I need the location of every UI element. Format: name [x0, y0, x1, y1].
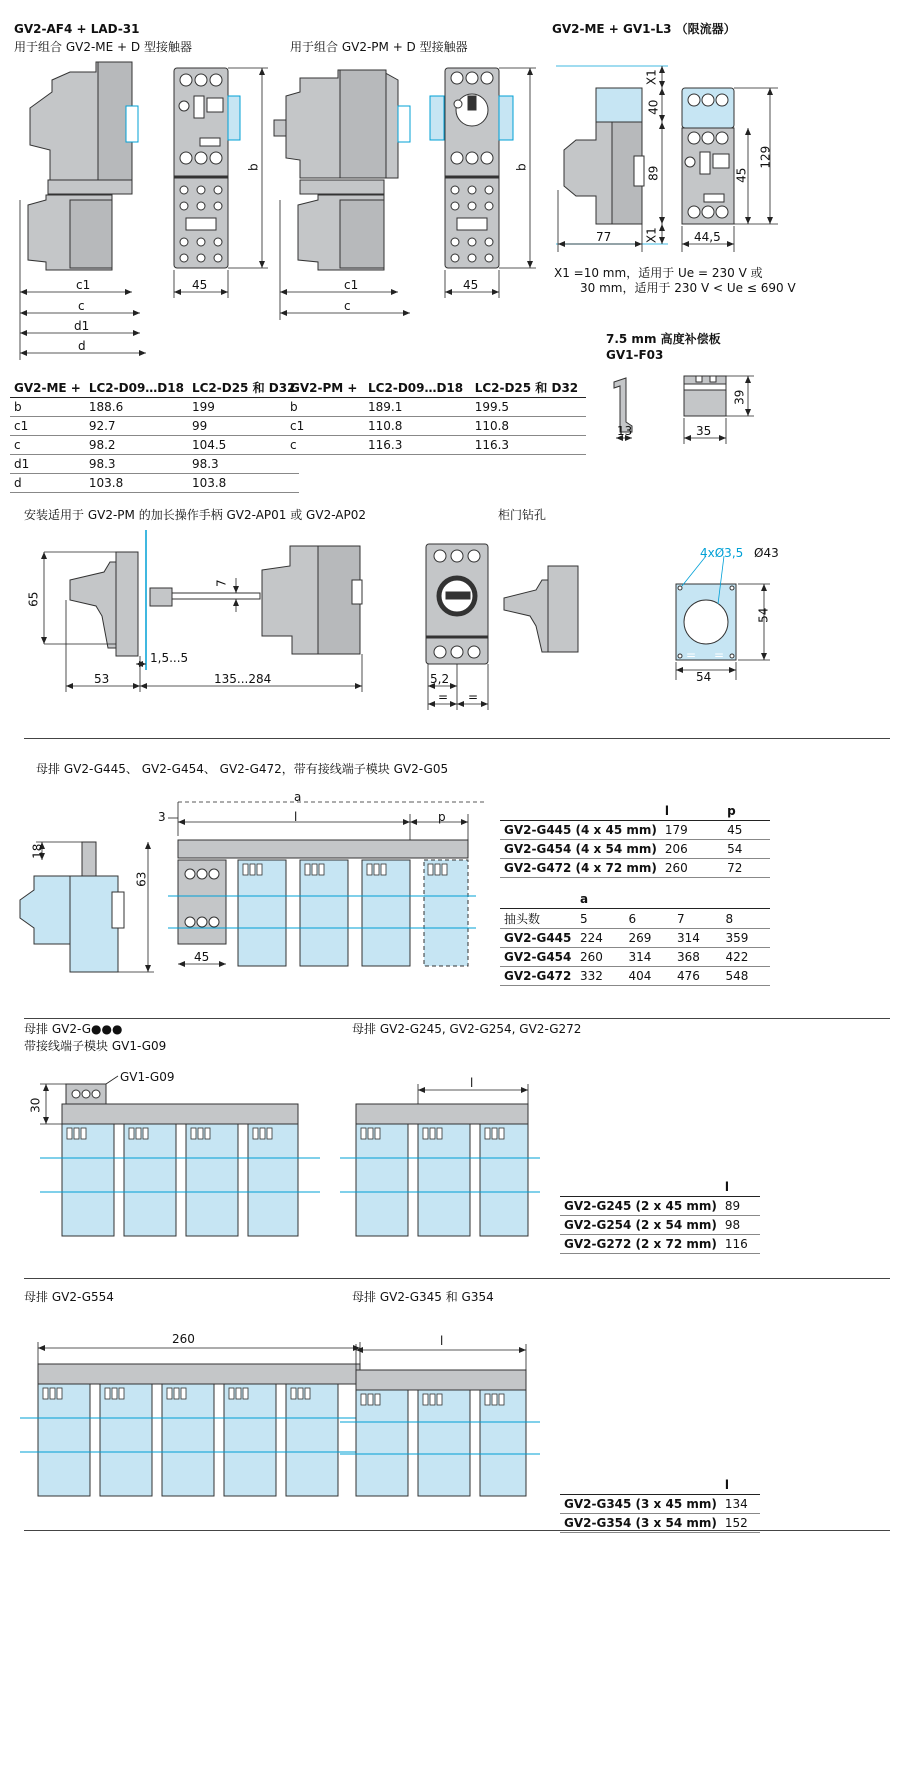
- title-busbar-g445: 母排 GV2-G445、 GV2-G454、 GV2-G472，带有接线端子模块 GV2-G05: [36, 762, 449, 776]
- separator: [24, 1278, 890, 1279]
- dim-3: 3: [158, 810, 166, 824]
- cell: 98.3: [188, 455, 299, 474]
- dim-35: 35: [696, 424, 712, 438]
- dim-b-pm: b: [514, 163, 529, 172]
- cell: 72: [723, 859, 770, 878]
- table-pm: [286, 378, 586, 455]
- label-gv1-g09: GV1-G09: [120, 1070, 175, 1084]
- separator: [24, 738, 890, 739]
- cell: 332: [576, 967, 625, 986]
- limiter-front-view: [682, 88, 734, 224]
- dim-89: 89: [646, 165, 661, 181]
- cell: 260: [576, 948, 625, 967]
- cell: [500, 802, 661, 821]
- cell: 7: [673, 909, 722, 929]
- busbar-side-view: [20, 842, 124, 972]
- dim-63: 63: [134, 871, 149, 887]
- dim-135-284: 135...284: [214, 672, 272, 686]
- cell: 110.8: [471, 417, 586, 436]
- door-drilling: [676, 584, 736, 660]
- title-door-drilling: 柜门钻孔: [498, 508, 547, 522]
- eq-right: =: [468, 690, 479, 704]
- cell: 314: [673, 929, 722, 948]
- cell: GV2-G254 (2 x 54 mm): [560, 1216, 721, 1235]
- cell: GV2-G445 (4 x 45 mm): [500, 821, 661, 840]
- dim-l-g245: l: [470, 1076, 474, 1090]
- cell: GV2-G245 (2 x 45 mm): [560, 1197, 721, 1216]
- cell: 116.3: [471, 436, 586, 455]
- cell: 103.8: [188, 474, 299, 493]
- subtitle-me: 用于组合 GV2-ME + D 型接触器: [14, 40, 192, 54]
- dim-45-busbar: 45: [194, 950, 210, 964]
- eq-door-right: =: [714, 648, 725, 662]
- cell: d: [10, 474, 85, 493]
- separator: [24, 1530, 890, 1531]
- title-extended-handle: 安装适用于 GV2-PM 的加长操作手柄 GV2-AP01 或 GV2-AP02: [24, 508, 366, 522]
- table-me: [10, 378, 299, 493]
- dim-40: 40: [646, 99, 661, 115]
- table-busbar-g2: [560, 1178, 760, 1254]
- cell: [500, 890, 576, 909]
- title-busbar-g245: 母排 GV2-G245, GV2-G254, GV2-G272: [352, 1022, 582, 1036]
- cell: [560, 1178, 721, 1197]
- title-limiter: GV2-ME + GV1-L3 （限流器）: [552, 22, 736, 36]
- dim-d1-me: d1: [74, 319, 90, 333]
- cell: 抽头数: [500, 909, 576, 929]
- cell: 99: [188, 417, 299, 436]
- cell: c: [10, 436, 85, 455]
- dim-c1-me: c1: [76, 278, 91, 292]
- cell: 116.3: [364, 436, 471, 455]
- cell: 404: [625, 967, 674, 986]
- cell: 152: [721, 1514, 760, 1533]
- cell: GV2-G454 (4 x 54 mm): [500, 840, 661, 859]
- limiter-side-view: [564, 88, 644, 224]
- hole-label: 4xØ3,5: [700, 546, 744, 560]
- cell: c1: [286, 417, 364, 436]
- diameter-label: Ø43: [754, 546, 779, 560]
- side-view-me: [28, 62, 138, 270]
- cell: c1: [10, 417, 85, 436]
- dim-65: 65: [26, 591, 41, 607]
- plate-title: 7.5 mm 高度补偿板: [606, 332, 721, 346]
- busbar-g345: [340, 1370, 540, 1496]
- eq-door-left: =: [686, 648, 697, 662]
- dim-13: 13: [617, 424, 633, 438]
- cell: 6: [625, 909, 674, 929]
- cell: 314: [625, 948, 674, 967]
- cell: 179: [661, 821, 723, 840]
- dim-p: p: [438, 810, 446, 824]
- cell: 199.5: [471, 398, 586, 417]
- cell: 548: [722, 967, 771, 986]
- cell: 92.7: [85, 417, 188, 436]
- th-me-2: LC2-D25 和 D32: [188, 378, 299, 398]
- cell: 368: [673, 948, 722, 967]
- cell: b: [10, 398, 85, 417]
- dim-18: 18: [30, 843, 45, 859]
- dim-a: a: [294, 790, 302, 804]
- th-pm-2: LC2-D25 和 D32: [471, 378, 586, 398]
- dim-54-vertical: 54: [756, 607, 771, 623]
- dim-53: 53: [94, 672, 110, 686]
- dim-45-me: 45: [192, 278, 208, 292]
- th-me-0: GV2-ME +: [10, 378, 85, 398]
- cell: [673, 890, 722, 909]
- dim-129: 129: [758, 145, 773, 169]
- cell: GV2-G354 (3 x 54 mm): [560, 1514, 721, 1533]
- th-me-1: LC2-D09…D18: [85, 378, 188, 398]
- table-busbar-g3: [560, 1476, 760, 1533]
- dim-l: l: [294, 810, 298, 824]
- dim-45-pm: 45: [463, 278, 479, 292]
- cell: 199: [188, 398, 299, 417]
- cell: 8: [722, 909, 771, 929]
- th-l: l: [721, 1178, 760, 1197]
- dim-1-5-5: 1,5...5: [150, 651, 189, 665]
- cell: [560, 1476, 721, 1495]
- cell: 224: [576, 929, 625, 948]
- eq-left: =: [438, 690, 449, 704]
- cell: 260: [661, 859, 723, 878]
- title-af4: GV2-AF4 + LAD-31: [14, 22, 140, 36]
- limiter-note-1: X1 =10 mm，适用于 Ue = 230 V 或: [554, 266, 763, 280]
- dim-b-me: b: [246, 163, 261, 172]
- cell: 422: [722, 948, 771, 967]
- th-a: a: [576, 890, 625, 909]
- cell: GV2-G472 (4 x 72 mm): [500, 859, 661, 878]
- cell: GV2-G454: [500, 948, 576, 967]
- dim-54-horizontal: 54: [696, 670, 712, 684]
- door-handle-side: [504, 566, 578, 652]
- dim-x1-bottom: X1: [644, 227, 659, 244]
- separator: [24, 1018, 890, 1019]
- cell: 476: [673, 967, 722, 986]
- cell: [625, 890, 674, 909]
- cell: 45: [723, 821, 770, 840]
- cell: 5: [576, 909, 625, 929]
- cell: 98.3: [85, 455, 188, 474]
- cell: 89: [721, 1197, 760, 1216]
- dim-l-g345: l: [440, 1334, 444, 1348]
- extended-handle-side: [70, 530, 362, 670]
- dim-44-5: 44,5: [694, 230, 721, 244]
- cell: GV2-G345 (3 x 45 mm): [560, 1495, 721, 1514]
- plate-ref: GV1-F03: [606, 348, 664, 362]
- cell: 206: [661, 840, 723, 859]
- th-pm-0: GV2-PM +: [286, 378, 364, 398]
- dim-7: 7: [214, 579, 229, 588]
- cell: 98: [721, 1216, 760, 1235]
- front-view-me: [174, 68, 240, 268]
- cell: 188.6: [85, 398, 188, 417]
- dim-45-limiter: 45: [734, 167, 749, 183]
- title-busbar-generic: 母排 GV2-G●●●: [24, 1022, 123, 1036]
- table-busbar-l-p: [500, 802, 770, 878]
- dim-260: 260: [172, 1332, 195, 1346]
- dim-x1-top: X1: [644, 69, 659, 86]
- limiter-note-2: 30 mm，适用于 230 V < Ue ≤ 690 V: [580, 281, 796, 295]
- cell: d1: [10, 455, 85, 474]
- dim-d-me: d: [78, 339, 86, 353]
- dim-77: 77: [596, 230, 612, 244]
- cell: 134: [721, 1495, 760, 1514]
- dim-c-pm: c: [344, 299, 351, 313]
- side-view-pm: [274, 70, 410, 270]
- busbar-gv1-g09: [40, 1084, 320, 1236]
- cell: 103.8: [85, 474, 188, 493]
- dim-39: 39: [732, 389, 747, 405]
- th-l: l: [661, 802, 723, 821]
- table-busbar-a: [500, 890, 770, 986]
- cell: 269: [625, 929, 674, 948]
- th-p: p: [723, 802, 770, 821]
- dim-5-2: 5,2: [430, 672, 450, 686]
- cell: 110.8: [364, 417, 471, 436]
- cell: GV2-G472: [500, 967, 576, 986]
- cell: 359: [722, 929, 771, 948]
- cell: 54: [723, 840, 770, 859]
- subtitle-pm: 用于组合 GV2-PM + D 型接触器: [290, 40, 468, 54]
- cell: GV2-G445: [500, 929, 576, 948]
- th-l: l: [721, 1476, 760, 1495]
- front-view-pm: [430, 68, 513, 268]
- title-busbar-g345: 母排 GV2-G345 和 G354: [352, 1290, 494, 1304]
- cell: [722, 890, 771, 909]
- cell: 98.2: [85, 436, 188, 455]
- busbar-front-view: [168, 840, 476, 966]
- dim-c-me: c: [78, 299, 85, 313]
- subtitle-gv1-g09: 带接线端子模块 GV1-G09: [24, 1039, 167, 1053]
- cell: 116: [721, 1235, 760, 1254]
- dim-c1-pm: c1: [344, 278, 359, 292]
- cell: b: [286, 398, 364, 417]
- extended-handle-front: [426, 544, 488, 664]
- cell: GV2-G272 (2 x 72 mm): [560, 1235, 721, 1254]
- dim-30: 30: [28, 1097, 43, 1113]
- busbar-g245: [340, 1104, 540, 1236]
- busbar-g554: [20, 1364, 360, 1496]
- dimension-lines-s2: [44, 552, 770, 710]
- th-pm-1: LC2-D09…D18: [364, 378, 471, 398]
- title-busbar-g554: 母排 GV2-G554: [24, 1290, 114, 1304]
- cell: 189.1: [364, 398, 471, 417]
- cell: c: [286, 436, 364, 455]
- cell: 104.5: [188, 436, 299, 455]
